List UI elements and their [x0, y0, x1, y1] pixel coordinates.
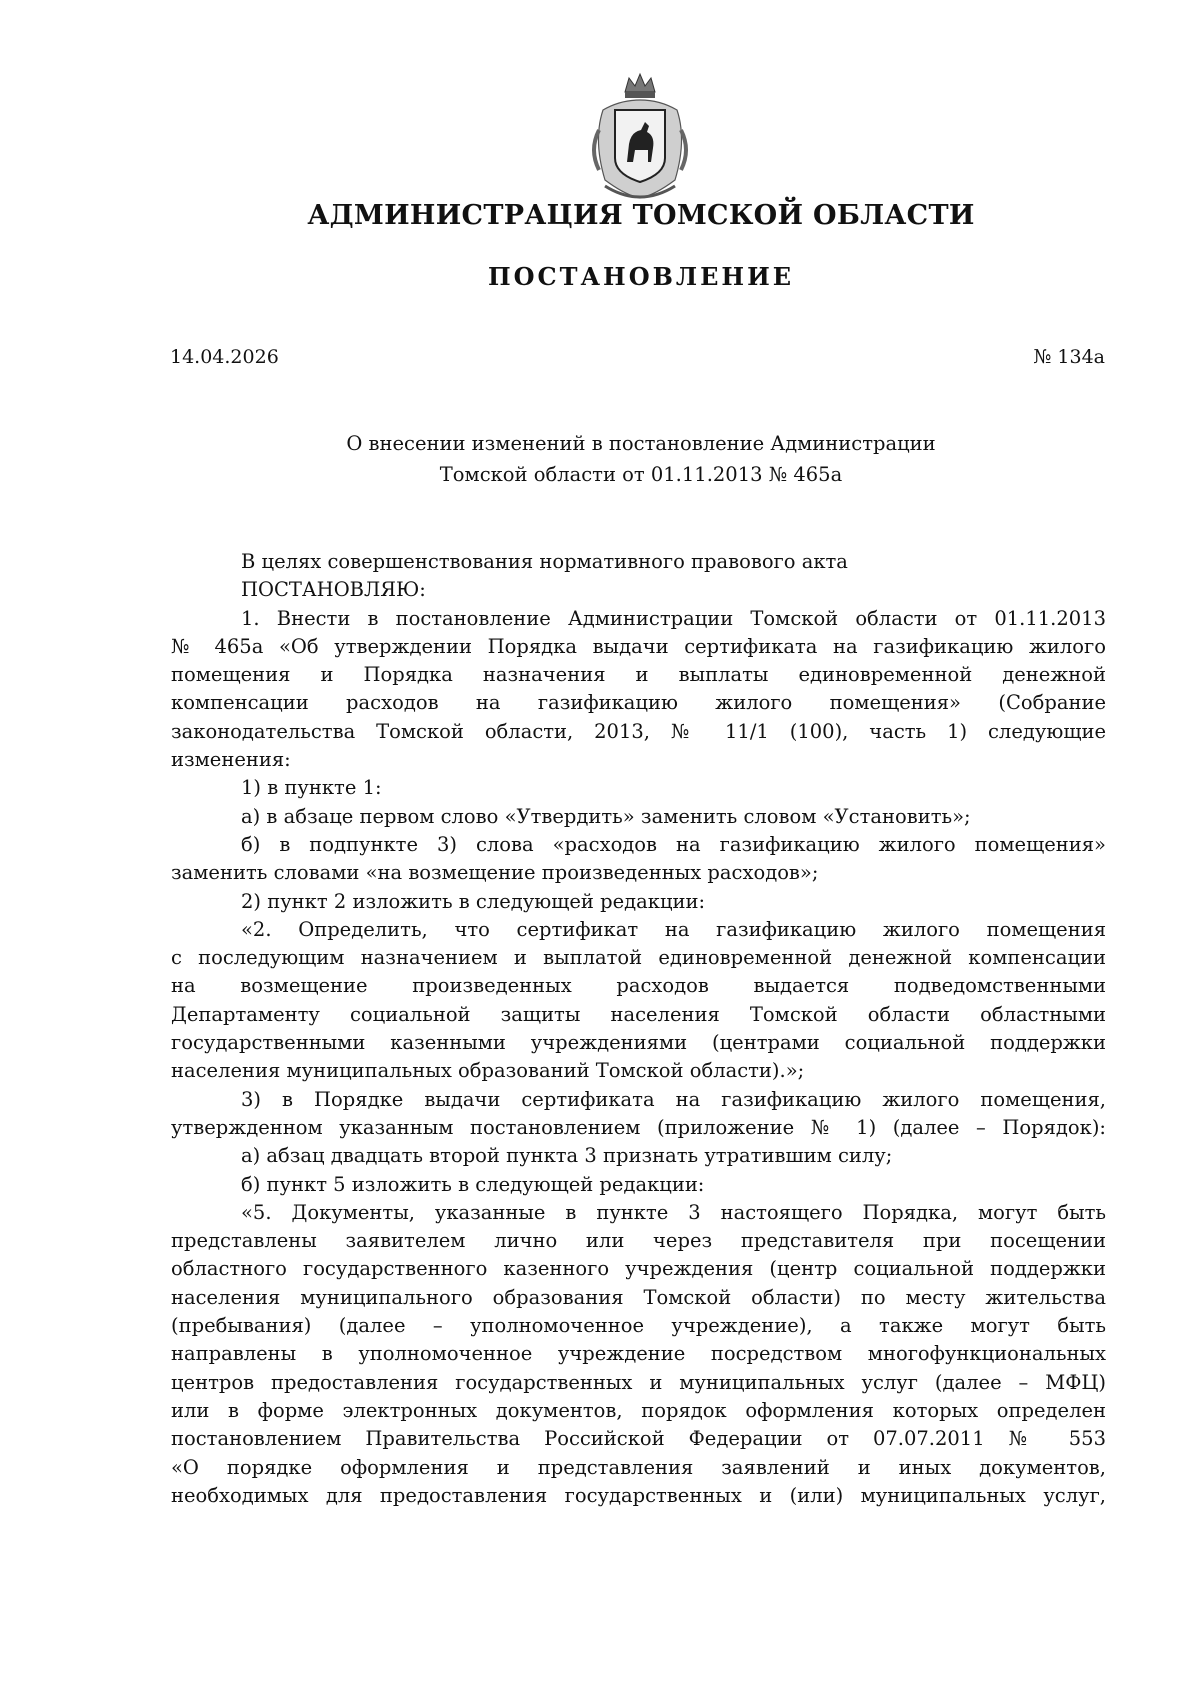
body-line: с последующим назначением и выплатой единовременной денежной компенсации	[171, 946, 1106, 970]
body-line: населения муниципального образования Томской области) по месту жительства	[171, 1285, 1106, 1309]
subject-line: О внесении изменений в постановление Администрации	[346, 432, 936, 455]
body-line: 2) пункт 2 изложить в следующей редакции:	[241, 889, 706, 913]
body-line: государственными казенными учреждениями (центрами социальной поддержки	[171, 1031, 1106, 1055]
body-line: Департаменту социальной защиты населения Томской области областными	[171, 1002, 1106, 1026]
body-line: а) абзац двадцать второй пункта 3 признать утратившим силу;	[241, 1144, 893, 1168]
document-body	[171, 548, 1106, 1510]
body-line: на возмещение произведенных расходов выдается подведомственными	[171, 974, 1106, 998]
body-line: направлены в уполномоченное учреждение посредством многофункциональных	[171, 1342, 1106, 1366]
body-line: заменить словами «на возмещение произведенных расходов»;	[171, 861, 819, 885]
document-number: № 134а	[1033, 346, 1105, 368]
coat-of-arms-emblem	[585, 70, 695, 208]
body-line: В целях совершенствования нормативного правового акта	[241, 550, 848, 573]
body-line: постановлением Правительства Российской Федерации от 07.07.2011 № 553	[171, 1427, 1106, 1451]
body-line: необходимых для предоставления государственных и (или) муниципальных услуг,	[171, 1483, 1106, 1507]
body-line: «2. Определить, что сертификат на газификацию жилого помещения	[241, 917, 1106, 941]
body-line: «О порядке оформления и представления заявлений и иных документов,	[171, 1455, 1106, 1479]
body-line: «5. Документы, указанные в пункте 3 настоящего Порядка, могут быть	[241, 1200, 1106, 1224]
body-line: б) пункт 5 изложить в следующей редакции:	[241, 1172, 705, 1196]
body-line: 1) в пункте 1:	[241, 776, 382, 800]
document-type-title: ПОСТАНОВЛЕНИЕ	[487, 262, 795, 291]
body-line: или в форме электронных документов, порядок оформления которых определен	[171, 1398, 1106, 1422]
organization-title: АДМИНИСТРАЦИЯ ТОМСКОЙ ОБЛАСТИ	[307, 200, 975, 231]
subject-line: Томской области от 01.11.2013 № 465а	[439, 463, 843, 486]
body-line: № 465а «Об утверждении Порядка выдачи сертификата на газификацию жилого	[171, 634, 1106, 658]
document-date: 14.04.2026	[170, 346, 279, 368]
body-line: помещения и Порядка назначения и выплаты единовременной денежной	[171, 663, 1106, 687]
body-line: 3) в Порядке выдачи сертификата на газификацию жилого помещения,	[241, 1087, 1106, 1111]
body-line: областного государственного казенного учреждения (центр социальной поддержки	[171, 1257, 1106, 1281]
body-line: ПОСТАНОВЛЯЮ:	[241, 578, 426, 602]
body-line: компенсации расходов на газификацию жилого помещения» (Собрание	[171, 691, 1106, 715]
body-line: законодательства Томской области, 2013, № 11/1 (100), часть 1) следующие	[171, 719, 1106, 743]
body-line: изменения:	[171, 748, 291, 772]
body-line: представлены заявителем лично или через представителя при посещении	[171, 1229, 1106, 1253]
body-line: а) в абзаце первом слово «Утвердить» заменить словом «Установить»;	[241, 804, 971, 828]
body-line: б) в подпункте 3) слова «расходов на газификацию жилого помещения»	[241, 832, 1106, 856]
body-line: утвержденном указанным постановлением (приложение № 1) (далее – Порядок):	[171, 1115, 1106, 1139]
body-line: 1. Внести в постановление Администрации Томской области от 01.11.2013	[241, 606, 1106, 630]
document-subject	[0, 428, 1200, 490]
body-line: (пребывания) (далее – уполномоченное учреждение), а также могут быть	[171, 1314, 1106, 1338]
body-line: населения муниципальных образований Томской области).»;	[171, 1059, 805, 1083]
body-line: центров предоставления государственных и муниципальных услуг (далее – МФЦ)	[171, 1370, 1106, 1394]
